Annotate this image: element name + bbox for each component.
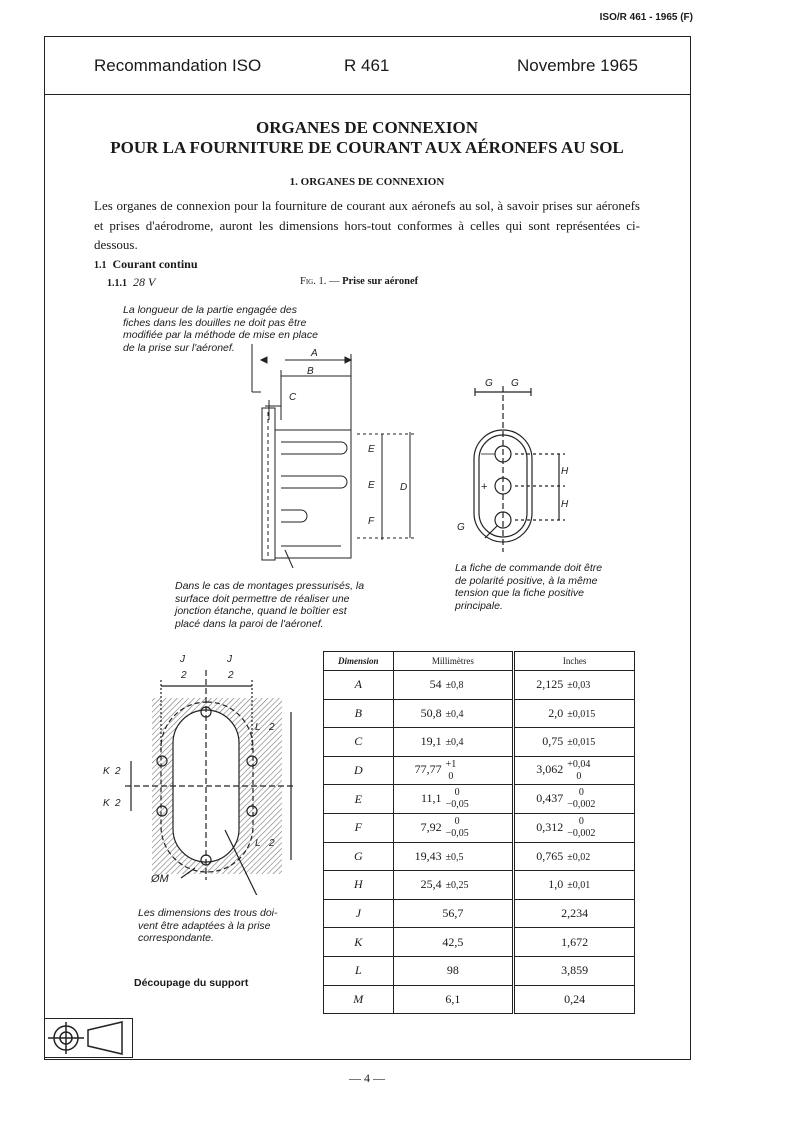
dim-label-c: C <box>289 392 297 403</box>
cell-value: 50,8 <box>420 705 442 720</box>
table-row <box>324 985 635 1014</box>
cell-mm <box>393 871 514 900</box>
cell-tolerance: ±0,5 <box>445 851 464 863</box>
cell-value: 0,437 <box>536 790 564 805</box>
cell-tolerance <box>446 759 457 783</box>
cell-in: 1,672 <box>514 928 635 957</box>
document-code: ISO/R 461 - 1965 (F) <box>599 12 693 23</box>
subsubsection-heading <box>107 275 155 290</box>
cell-in <box>514 728 635 757</box>
cell-in <box>514 756 635 785</box>
side-view-drawing <box>245 340 425 580</box>
cell-value: 0,75 <box>542 734 564 749</box>
note-line: La fiche de commande doit être <box>455 562 603 574</box>
cell-in: 3,859 <box>514 956 635 985</box>
dim-label-k1: K <box>103 766 110 777</box>
cell-value: 11,1 <box>421 790 442 805</box>
tol-upper: 0 <box>578 815 584 827</box>
cell-in <box>514 842 635 871</box>
tol-lower: −0,002 <box>567 799 596 811</box>
subsection-heading <box>94 257 198 272</box>
header-divider <box>44 94 690 95</box>
subsection-number: 1.1 <box>94 260 107 271</box>
dim-label-h1: H <box>561 466 569 477</box>
cell-value: 2,125 <box>536 677 564 692</box>
cell-in <box>514 813 635 842</box>
cell-tolerance: ±0,03 <box>567 680 591 692</box>
table-row <box>324 813 635 842</box>
cell-dimension: C <box>324 728 394 757</box>
cell-value: 0,312 <box>536 819 564 834</box>
tol-upper: +0,04 <box>567 758 591 770</box>
table-row <box>324 842 635 871</box>
table-row <box>324 899 635 928</box>
front-view-drawing <box>455 372 575 562</box>
cell-tolerance <box>446 787 469 811</box>
header-left: Recommandation ISO <box>94 56 262 75</box>
cell-mm <box>393 728 514 757</box>
tol-lower: 0 <box>576 770 582 782</box>
projection-symbol-icon <box>44 1018 134 1058</box>
table-row <box>324 928 635 957</box>
dim-label-d: D <box>400 482 408 493</box>
cutout-drawing <box>95 650 305 895</box>
cell-mm: 98 <box>393 956 514 985</box>
dim-label-a: A <box>311 348 318 359</box>
cell-mm: 42,5 <box>393 928 514 957</box>
cell-tolerance: ±0,02 <box>567 851 591 863</box>
cell-value: 19,1 <box>420 734 442 749</box>
cell-in <box>514 671 635 700</box>
cell-tolerance: ±0,4 <box>445 737 464 749</box>
figure-prefix: Fig. 1. — <box>300 276 343 287</box>
cell-tolerance: ±0,8 <box>445 680 464 692</box>
cell-value: 77,77 <box>414 762 442 777</box>
dim-label-h2: H <box>561 499 569 510</box>
plus-symbol: + <box>481 481 488 493</box>
note-line: Les dimensions des trous doi- <box>138 907 278 919</box>
cell-value: 3,062 <box>536 762 564 777</box>
tol-upper: 0 <box>454 815 460 827</box>
tol-upper: 0 <box>454 787 460 799</box>
note-line: correspondante. <box>138 932 214 944</box>
table-row <box>324 671 635 700</box>
cell-tolerance <box>567 759 590 783</box>
note-line: de polarité positive, à la même <box>455 574 598 587</box>
cell-in <box>514 785 635 814</box>
cell-dimension: E <box>324 785 394 814</box>
cell-tolerance: ±0,4 <box>445 708 464 720</box>
cell-mm: 6,1 <box>393 985 514 1014</box>
cell-value: 2,0 <box>548 705 564 720</box>
note-line: principale. <box>455 599 503 612</box>
cell-mm <box>393 813 514 842</box>
dim-label-g-right: G <box>511 378 519 389</box>
note-line: La longueur de la partie engagée des <box>123 304 297 316</box>
cell-in <box>514 871 635 900</box>
cell-tolerance: ±0,25 <box>445 880 469 892</box>
cell-mm <box>393 756 514 785</box>
cell-in: 2,234 <box>514 899 635 928</box>
subsubsection-title: 28 V <box>133 275 156 289</box>
cutout-label: Découpage du support <box>134 977 249 989</box>
tol-lower: −0,002 <box>567 827 596 839</box>
dim-label-l2-den: 2 <box>269 838 275 849</box>
table-row <box>324 699 635 728</box>
note-line: surface doit permettre de réaliser une <box>175 592 350 605</box>
figure-caption <box>300 276 418 287</box>
dim-label-m: ØM <box>151 873 169 885</box>
dim-label-l1: L <box>255 722 261 733</box>
header-right: Novembre 1965 <box>517 56 638 75</box>
cell-dimension: D <box>324 756 394 785</box>
note-line: modifiée par la méthode de mise en place <box>123 329 318 341</box>
note-line: fiches dans les douilles ne doit pas être <box>123 316 307 329</box>
cell-in <box>514 699 635 728</box>
col-header-in: Inches <box>514 652 635 671</box>
cell-dimension: B <box>324 699 394 728</box>
cell-tolerance <box>567 816 595 840</box>
dim-label-g-bottom: G <box>457 522 465 533</box>
cell-value: 1,0 <box>548 877 564 892</box>
cell-dimension: M <box>324 985 394 1014</box>
cell-tolerance: ±0,01 <box>567 880 591 892</box>
cell-tolerance: ±0,015 <box>567 737 596 749</box>
dim-label-j1: J <box>180 654 185 665</box>
cell-dimension: K <box>324 928 394 957</box>
page-title-line1: ORGANES DE CONNEXION <box>256 118 478 137</box>
note-line: Dans le cas de montages pressurisés, la <box>175 580 365 592</box>
col-header-mm: Millimètres <box>393 652 514 671</box>
dim-label-j2-den: 2 <box>228 670 234 681</box>
tol-upper: +1 <box>445 758 457 770</box>
cell-value: 0,765 <box>536 848 564 863</box>
cell-mm <box>393 785 514 814</box>
cell-dimension: L <box>324 956 394 985</box>
subsubsection-number: 1.1.1 <box>107 278 127 289</box>
dim-label-b: B <box>307 366 314 377</box>
cell-tolerance <box>567 787 595 811</box>
cell-mm <box>393 671 514 700</box>
dim-label-g-left: G <box>485 378 493 389</box>
dim-label-k1-den: 2 <box>115 766 121 777</box>
tol-lower: 0 <box>448 770 454 782</box>
table-row <box>324 756 635 785</box>
table-row <box>324 956 635 985</box>
cell-value: 19,43 <box>414 848 442 863</box>
dim-label-k2-den: 2 <box>115 798 121 809</box>
section-heading: 1. ORGANES DE CONNEXION <box>289 176 445 188</box>
note-line: tension que la fiche positive <box>455 587 584 599</box>
table-header-row <box>324 652 635 671</box>
tol-lower: −0,05 <box>445 827 469 839</box>
figure-title: Prise sur aéronef <box>342 276 419 287</box>
cell-value: 54 <box>429 677 442 692</box>
cell-mm: 56,7 <box>393 899 514 928</box>
cell-dimension: H <box>324 871 394 900</box>
table-row <box>324 871 635 900</box>
cell-value: 7,92 <box>420 819 442 834</box>
cell-mm <box>393 842 514 871</box>
table-body <box>324 671 635 1014</box>
header-center: R 461 <box>344 56 390 75</box>
intro-paragraph: Les organes de connexion pour la fourniture de courant aux aéronefs au sol, à savoir prises sur aéronefs et prises d'aérodrome, auront les dimensions hors-tout conformes à celles qui sont représentées ci-dessous. <box>94 198 640 252</box>
cell-dimension: J <box>324 899 394 928</box>
cell-tolerance <box>446 816 469 840</box>
dim-label-f: F <box>368 516 375 527</box>
cell-dimension: G <box>324 842 394 871</box>
tol-lower: −0,05 <box>445 799 469 811</box>
note-line: jonction étanche, quand le boîtier est <box>175 605 347 617</box>
dimensions-table <box>323 651 635 1014</box>
dim-label-k2: K <box>103 798 110 809</box>
page-number: — 4 — <box>349 1071 385 1085</box>
note-line: placé dans la paroi de l'aéronef. <box>175 617 324 630</box>
table-row <box>324 728 635 757</box>
tol-upper: 0 <box>578 787 584 799</box>
subsection-title: Courant continu <box>112 257 198 271</box>
dim-label-e1: E <box>368 444 375 455</box>
note-control-pin <box>455 562 602 612</box>
cell-tolerance: ±0,015 <box>567 708 596 720</box>
cell-in: 0,24 <box>514 985 635 1014</box>
note-pressurized <box>175 580 385 630</box>
cell-mm <box>393 699 514 728</box>
page-title-line2: POUR LA FOURNITURE DE COURANT AUX AÉRONEFS AU SOL <box>110 138 624 157</box>
note-line: vent être adaptées à la prise <box>138 919 271 932</box>
dim-label-j1-den: 2 <box>181 670 187 681</box>
cell-dimension: A <box>324 671 394 700</box>
dim-label-l1-den: 2 <box>269 722 275 733</box>
cell-value: 25,4 <box>420 877 442 892</box>
dim-label-e2: E <box>368 480 375 491</box>
dim-label-j2: J <box>227 654 232 665</box>
cell-dimension: F <box>324 813 394 842</box>
table-row <box>324 785 635 814</box>
note-line: de la prise sur l'aéronef. <box>123 341 235 354</box>
col-header-dimension: Dimension <box>324 652 394 671</box>
dim-label-l2: L <box>255 838 261 849</box>
note-holes <box>138 907 278 945</box>
